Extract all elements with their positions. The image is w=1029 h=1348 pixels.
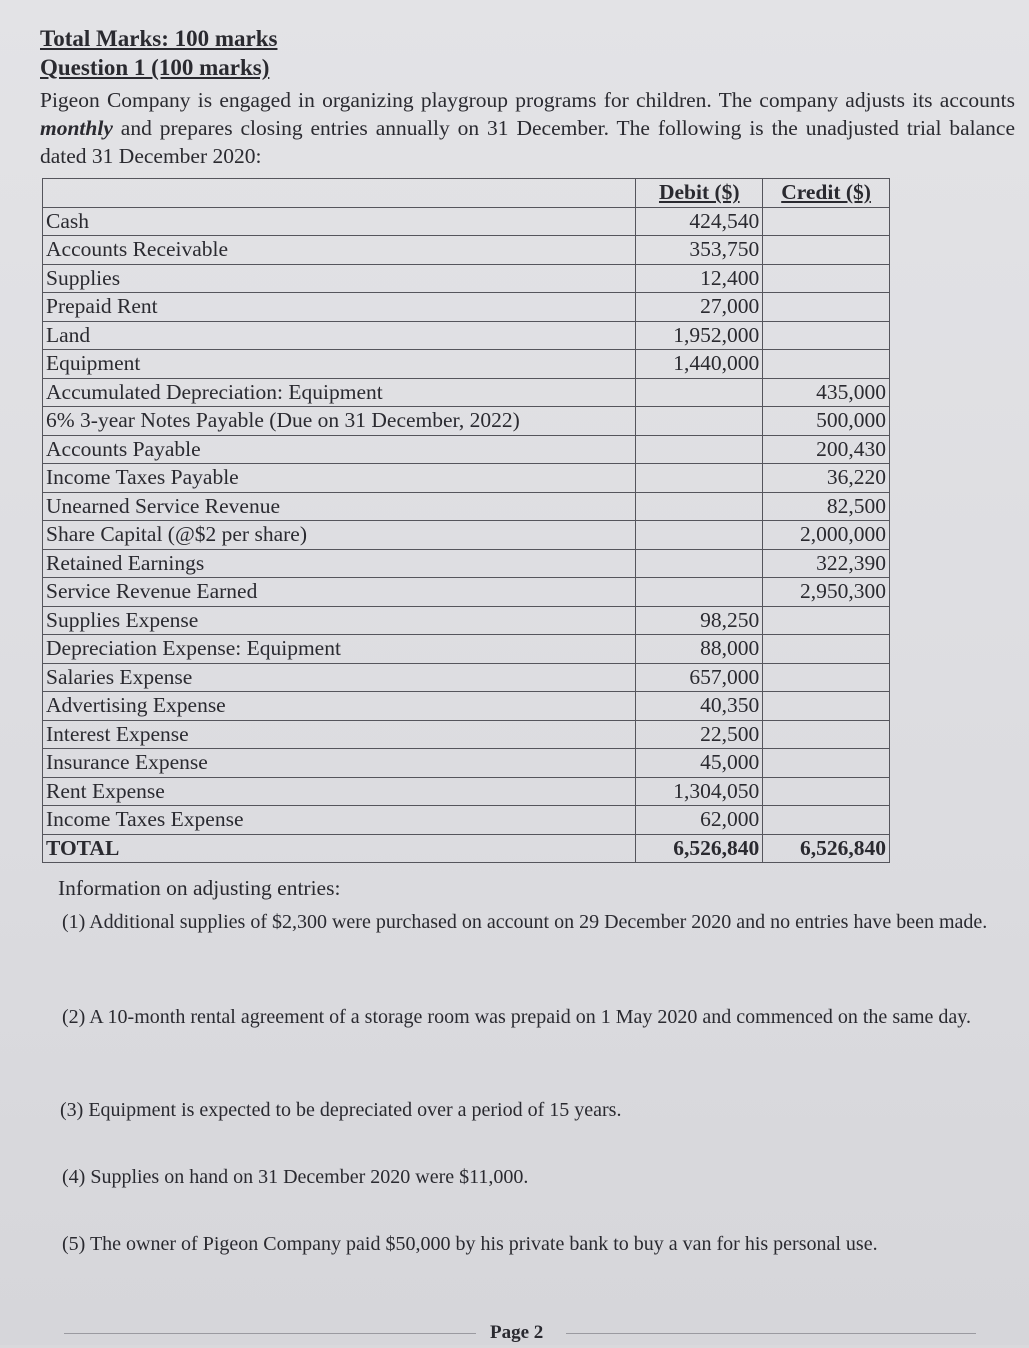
table-row [43, 578, 890, 607]
credit-cell: 2,000,000 [763, 521, 890, 550]
total-row [43, 834, 890, 863]
table-row [43, 663, 890, 692]
question-heading: Question 1 (100 marks) [40, 55, 270, 80]
intro-emphasis: monthly [40, 116, 113, 140]
table-row [43, 236, 890, 265]
table-row [43, 264, 890, 293]
credit-cell [763, 777, 890, 806]
account-cell: Interest Expense [43, 720, 636, 749]
adjusting-item-5: (5) The owner of Pigeon Company paid $50,000 by his private bank to buy a van for his personal use. [62, 1233, 878, 1255]
credit-header: Credit ($) [763, 179, 890, 208]
table-row [43, 806, 890, 835]
total-debit: 6,526,840 [636, 834, 763, 863]
debit-cell [636, 549, 763, 578]
table-row [43, 350, 890, 379]
table-row [43, 749, 890, 778]
table-row [43, 207, 890, 236]
adjusting-item-2: (2) A 10-month rental agreement of a storage room was prepaid on 1 May 2020 and commenced on the same day. [62, 1006, 971, 1028]
table-row [43, 635, 890, 664]
credit-cell [763, 606, 890, 635]
intro-text-2: and prepares closing entries annually on 31 December. The following is the unadjusted trial balance dated 31 December 2020: [40, 116, 1015, 168]
debit-cell: 22,500 [636, 720, 763, 749]
account-cell: Depreciation Expense: Equipment [43, 635, 636, 664]
debit-cell: 353,750 [636, 236, 763, 265]
debit-cell [636, 464, 763, 493]
credit-cell [763, 236, 890, 265]
adjusting-item-1: (1) Additional supplies of $2,300 were purchased on account on 29 December 2020 and no entries have been made. [62, 911, 988, 933]
debit-cell: 98,250 [636, 606, 763, 635]
account-cell: Advertising Expense [43, 692, 636, 721]
debit-cell [636, 407, 763, 436]
table-row [43, 378, 890, 407]
credit-cell [763, 749, 890, 778]
credit-cell [763, 806, 890, 835]
table-row [43, 492, 890, 521]
adjusting-item-3: (3) Equipment is expected to be depreciated over a period of 15 years. [60, 1099, 622, 1121]
debit-cell: 62,000 [636, 806, 763, 835]
intro-text-1: Pigeon Company is engaged in organizing playgroup programs for children. The company adjusts its accounts [40, 88, 1015, 112]
credit-cell: 500,000 [763, 407, 890, 436]
debit-cell [636, 578, 763, 607]
total-marks-heading: Total Marks: 100 marks [40, 26, 278, 51]
credit-cell [763, 293, 890, 322]
credit-cell [763, 720, 890, 749]
account-cell: Rent Expense [43, 777, 636, 806]
account-header-cell [43, 179, 636, 208]
credit-cell: 2,950,300 [763, 578, 890, 607]
table-row [43, 407, 890, 436]
account-cell: Retained Earnings [43, 549, 636, 578]
table-row [43, 777, 890, 806]
credit-cell: 36,220 [763, 464, 890, 493]
account-cell: Insurance Expense [43, 749, 636, 778]
credit-cell [763, 635, 890, 664]
page-number: Page 2 [490, 1322, 544, 1343]
total-label: TOTAL [43, 834, 636, 863]
credit-cell: 435,000 [763, 378, 890, 407]
debit-cell: 12,400 [636, 264, 763, 293]
debit-cell: 1,952,000 [636, 321, 763, 350]
table-row [43, 692, 890, 721]
credit-cell: 82,500 [763, 492, 890, 521]
account-cell: Income Taxes Payable [43, 464, 636, 493]
debit-cell: 424,540 [636, 207, 763, 236]
trial-balance-table [42, 178, 890, 863]
credit-cell [763, 321, 890, 350]
footer-rule-right [566, 1333, 976, 1334]
table-row [43, 720, 890, 749]
debit-header: Debit ($) [636, 179, 763, 208]
account-cell: Salaries Expense [43, 663, 636, 692]
adjusting-item-4: (4) Supplies on hand on 31 December 2020 were $11,000. [62, 1166, 529, 1188]
table-row [43, 549, 890, 578]
account-cell: Prepaid Rent [43, 293, 636, 322]
account-cell: Supplies [43, 264, 636, 293]
credit-cell [763, 350, 890, 379]
table-header-row [43, 179, 890, 208]
credit-cell [763, 663, 890, 692]
intro-paragraph [40, 86, 1015, 170]
table-row [43, 435, 890, 464]
debit-cell: 45,000 [636, 749, 763, 778]
debit-cell [636, 435, 763, 464]
account-cell: 6% 3-year Notes Payable (Due on 31 December, 2022) [43, 407, 636, 436]
account-cell: Income Taxes Expense [43, 806, 636, 835]
account-cell: Supplies Expense [43, 606, 636, 635]
account-cell: Land [43, 321, 636, 350]
debit-cell: 1,304,050 [636, 777, 763, 806]
account-cell: Share Capital (@$2 per share) [43, 521, 636, 550]
debit-cell [636, 521, 763, 550]
debit-cell: 657,000 [636, 663, 763, 692]
table-row [43, 464, 890, 493]
table-row [43, 521, 890, 550]
table-row [43, 321, 890, 350]
credit-cell [763, 207, 890, 236]
credit-cell: 322,390 [763, 549, 890, 578]
debit-cell: 40,350 [636, 692, 763, 721]
credit-cell [763, 692, 890, 721]
debit-cell [636, 378, 763, 407]
account-cell: Cash [43, 207, 636, 236]
account-cell: Unearned Service Revenue [43, 492, 636, 521]
credit-cell: 200,430 [763, 435, 890, 464]
table-row [43, 293, 890, 322]
table-row [43, 606, 890, 635]
debit-cell [636, 492, 763, 521]
footer-rule-left [64, 1333, 476, 1334]
debit-cell: 1,440,000 [636, 350, 763, 379]
page-footer [0, 1322, 1029, 1348]
account-cell: Equipment [43, 350, 636, 379]
account-cell: Accumulated Depreciation: Equipment [43, 378, 636, 407]
debit-cell: 88,000 [636, 635, 763, 664]
credit-cell [763, 264, 890, 293]
account-cell: Service Revenue Earned [43, 578, 636, 607]
adjusting-entries-title: Information on adjusting entries: [58, 876, 341, 900]
account-cell: Accounts Receivable [43, 236, 636, 265]
debit-cell: 27,000 [636, 293, 763, 322]
account-cell: Accounts Payable [43, 435, 636, 464]
total-credit: 6,526,840 [763, 834, 890, 863]
